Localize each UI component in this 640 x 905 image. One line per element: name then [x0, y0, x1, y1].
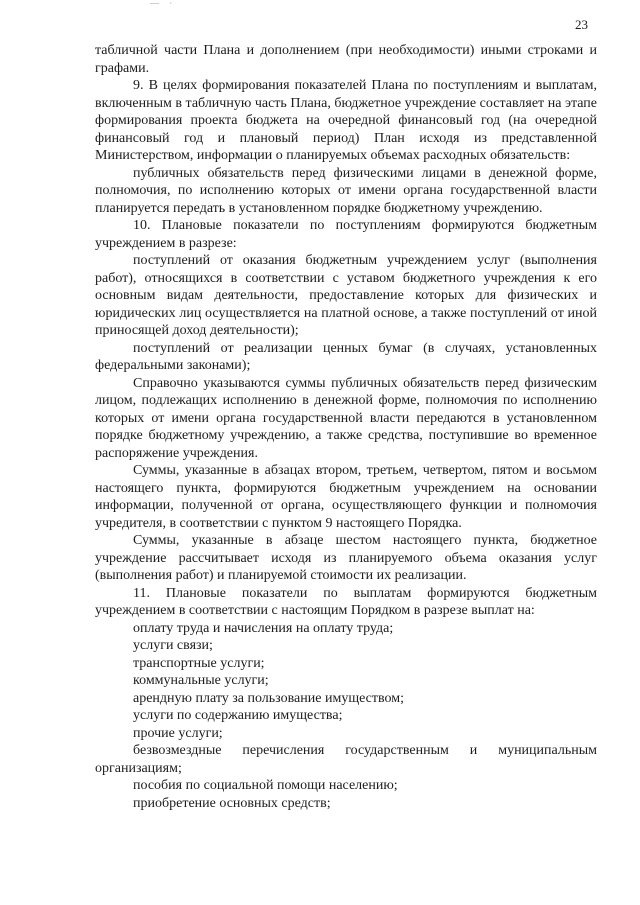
paragraph: поступлений от реализации ценных бумаг (в случаях, установленных федеральными законами); — [95, 340, 597, 373]
list-item: пособия по социальной помощи населению; — [133, 778, 398, 793]
paragraph: Суммы, указанные в абзаце шестом настоящего пункта, бюджетное учреждение рассчитывает исходя из планируемого объема оказания услуг (выполнения работ) и планируемой стоимости их реализации. — [95, 533, 597, 583]
paragraph: Суммы, указанные в абзацах втором, третьем, четвертом, пятом и восьмом настоящего пункта, формируются бюджетным учреждением на основании информации, полученной от органа, осуществляющего функции и полномочия учредителя, в соответствии с пунктом 9 настоящего Порядка. — [95, 463, 597, 531]
list-item: оплату труда и начисления на оплату труда; — [133, 620, 394, 636]
paragraph: Справочно указываются суммы публичных обязательств перед физическим лицом, подлежащих исполнению в денежной форме, полномочия по исполнению которых от имени органа государственной власти передаются в установленном порядке бюджетному учреждению, а также средства, поступившие во временное распоряжение учреждения. — [95, 375, 597, 461]
paragraph: 11. Плановые показатели по выплатам формируются бюджетным учреждением в соответствии с настоящим Порядком в разрезе выплат на: — [95, 585, 597, 618]
list-item: приобретение основных средств; — [133, 795, 331, 811]
document-body — [95, 42, 597, 812]
list-item: безвозмездные перечисления государственным и муниципальным организациям; — [95, 743, 597, 776]
scan-mark: — · — [150, 0, 177, 8]
paragraph: 10. Плановые показатели по поступлениям формируются бюджетным учреждением в разрезе: — [95, 218, 597, 251]
list-item: арендную плату за пользование имуществом; — [133, 690, 404, 706]
paragraph: табличной части Плана и дополнением (при необходимости) иными строками и графами. — [95, 43, 597, 76]
list-item: услуги по содержанию имущества; — [133, 708, 343, 723]
list-item: прочие услуги; — [133, 725, 223, 741]
list-item: транспортные услуги; — [133, 655, 265, 671]
list-item: коммунальные услуги; — [133, 673, 269, 688]
page-number: 23 — [575, 17, 588, 32]
list-item: услуги связи; — [133, 638, 213, 653]
paragraph: 9. В целях формирования показателей Плана по поступлениям и выплатам, включенным в табличную часть Плана, бюджетное учреждение составляет на этапе формирования проекта бюджета на очередной финансовый год (на очередной финансовый год и плановый период) План исходя из представленной Министерством, информации о планируемых объемах расходных обязательств: — [95, 78, 597, 163]
paragraph: поступлений от оказания бюджетным учреждением услуг (выполнения работ), относящихся в соответствии с уставом бюджетного учреждения к его основным видам деятельности, предоставление которых для физических и юридических лиц осуществляется на платной основе, а также поступлений от иной приносящей доход деятельности); — [95, 253, 597, 338]
paragraph: публичных обязательств перед физическими лицами в денежной форме, полномочия, по исполнению которых от имени органа государственной власти планируется передать в установленном порядке бюджетному учреждению. — [95, 165, 597, 216]
